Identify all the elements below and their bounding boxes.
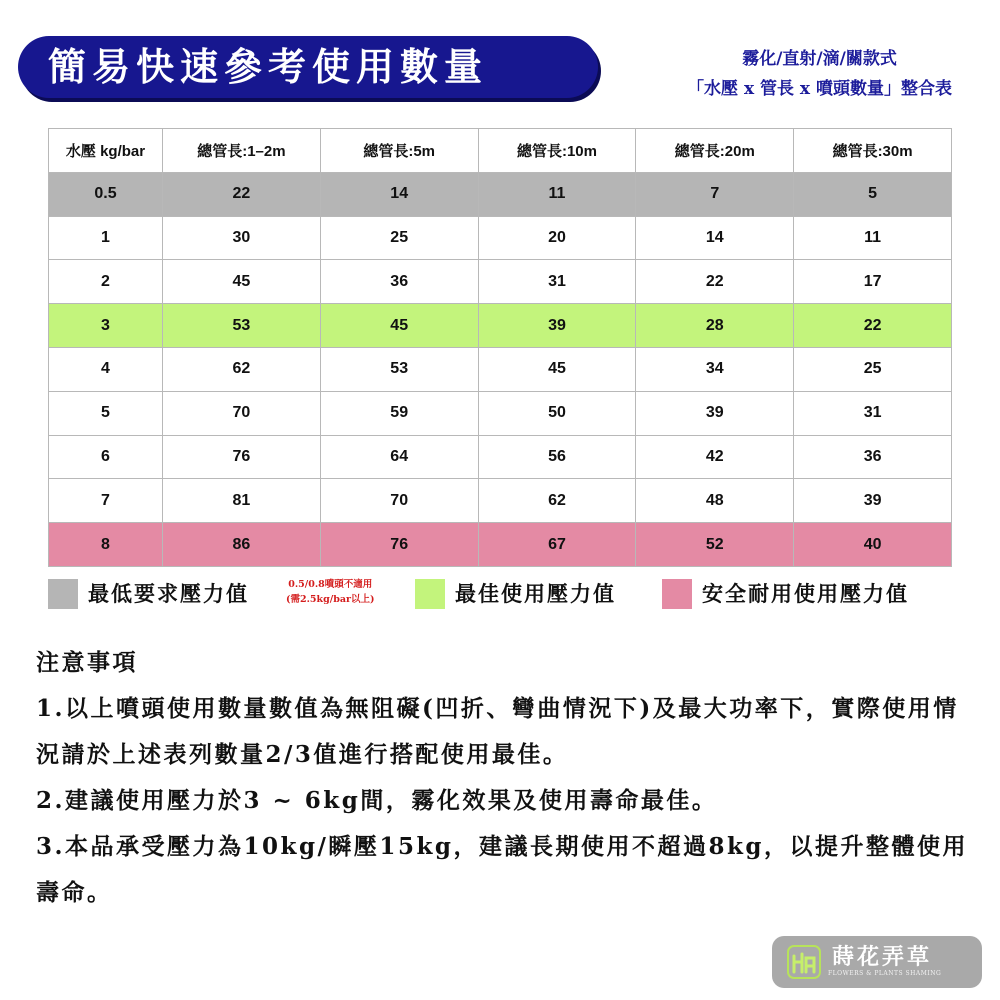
header-length-5m: 總管長:5m (320, 129, 478, 173)
table-row (49, 216, 952, 260)
brand-logo (772, 936, 982, 988)
header-length-20m: 總管長:20m (636, 129, 794, 173)
sprout-icon (786, 944, 822, 980)
cell-length-20m: 7 (636, 172, 794, 216)
cell-pressure: 1 (49, 216, 163, 260)
legend (48, 577, 958, 611)
cell-length-10m: 62 (478, 479, 636, 523)
subtitle-line-1: 霧化/直射/滴/關款式 (742, 49, 897, 69)
cell-length-30m: 5 (794, 172, 952, 216)
cell-length-10m: 67 (478, 523, 636, 567)
brand-name: 蒔花弄草 (832, 944, 933, 970)
cell-length-30m: 11 (794, 216, 952, 260)
cell-length-1-2m: 30 (163, 216, 321, 260)
header-length-1-2m: 總管長:1–2m (163, 129, 321, 173)
page-title: 簡易快速參考使用數量 (48, 44, 489, 89)
notes-section (36, 640, 976, 916)
cell-length-20m: 48 (636, 479, 794, 523)
cell-pressure: 0.5 (49, 172, 163, 216)
legend-label-safe: 安全耐用使用壓力值 (702, 581, 909, 606)
table-body (49, 172, 952, 566)
cell-length-1-2m: 53 (163, 304, 321, 348)
cell-length-30m: 25 (794, 347, 952, 391)
cell-length-10m: 31 (478, 260, 636, 304)
cell-length-30m: 39 (794, 479, 952, 523)
table-row (49, 260, 952, 304)
cell-length-1-2m: 22 (163, 172, 321, 216)
cell-pressure: 6 (49, 435, 163, 479)
cell-length-5m: 36 (320, 260, 478, 304)
subtitle (687, 44, 952, 104)
header-pressure: 水壓 kg/bar (49, 129, 163, 173)
cell-length-5m: 45 (320, 304, 478, 348)
cell-pressure: 4 (49, 347, 163, 391)
legend-label-best: 最佳使用壓力值 (455, 581, 616, 606)
cell-length-20m: 39 (636, 391, 794, 435)
cell-length-30m: 17 (794, 260, 952, 304)
header-length-30m: 總管長:30m (794, 129, 952, 173)
cell-length-10m: 50 (478, 391, 636, 435)
header-length-10m: 總管長:10m (478, 129, 636, 173)
quantity-table (48, 128, 952, 567)
cell-length-30m: 31 (794, 391, 952, 435)
cell-length-10m: 45 (478, 347, 636, 391)
note-item-3: 3.本品承受壓力為10kg/瞬壓15kg，建議長期使用不超過8kg，以提升整體使用壽命。 (36, 833, 968, 906)
cell-length-20m: 14 (636, 216, 794, 260)
cell-pressure: 7 (49, 479, 163, 523)
cell-pressure: 3 (49, 304, 163, 348)
cell-pressure: 8 (49, 523, 163, 567)
cell-length-1-2m: 81 (163, 479, 321, 523)
note-item-1: 1.以上噴頭使用數量數值為無阻礙(凹折、彎曲情況下)及最大功率下，實際使用情況請於上述表列數量2/3值進行搭配使用最佳。 (36, 695, 959, 768)
table-row (49, 304, 952, 348)
cell-pressure: 5 (49, 391, 163, 435)
note-item-2: 2.建議使用壓力於3 ~ 6kg間，霧化效果及使用壽命最佳。 (36, 787, 718, 814)
legend-note-line-1: 0.5/0.8噴頭不適用 (288, 579, 373, 590)
legend-swatch-best (415, 579, 445, 609)
quantity-table-container (48, 128, 951, 567)
cell-length-20m: 52 (636, 523, 794, 567)
cell-length-5m: 59 (320, 391, 478, 435)
table-row (49, 172, 952, 216)
legend-swatch-min (48, 579, 78, 609)
cell-length-1-2m: 62 (163, 347, 321, 391)
cell-length-5m: 70 (320, 479, 478, 523)
legend-note-line-2: (需2.5kg/bar以上) (286, 594, 375, 605)
cell-length-1-2m: 76 (163, 435, 321, 479)
cell-length-1-2m: 86 (163, 523, 321, 567)
subtitle-line-2: 「水壓 x 管長 x 噴頭數量」整合表 (687, 79, 952, 99)
cell-length-30m: 36 (794, 435, 952, 479)
cell-length-20m: 42 (636, 435, 794, 479)
cell-length-20m: 28 (636, 304, 794, 348)
table-row (49, 523, 952, 567)
brand-tagline: FLOWERS & PLANTS SHAMING (828, 970, 942, 977)
cell-length-10m: 56 (478, 435, 636, 479)
cell-length-20m: 34 (636, 347, 794, 391)
cell-length-1-2m: 45 (163, 260, 321, 304)
legend-note (286, 577, 375, 607)
cell-length-1-2m: 70 (163, 391, 321, 435)
cell-length-5m: 76 (320, 523, 478, 567)
table-row (49, 391, 952, 435)
table-row (49, 479, 952, 523)
cell-length-30m: 40 (794, 523, 952, 567)
cell-length-20m: 22 (636, 260, 794, 304)
cell-length-5m: 25 (320, 216, 478, 260)
table-row (49, 435, 952, 479)
cell-length-5m: 64 (320, 435, 478, 479)
cell-length-10m: 39 (478, 304, 636, 348)
cell-length-5m: 14 (320, 172, 478, 216)
legend-swatch-safe (662, 579, 692, 609)
legend-label-min: 最低要求壓力值 (88, 581, 249, 606)
cell-length-5m: 53 (320, 347, 478, 391)
table-row (49, 347, 952, 391)
cell-length-10m: 11 (478, 172, 636, 216)
table-header-row (49, 129, 952, 173)
cell-pressure: 2 (49, 260, 163, 304)
cell-length-10m: 20 (478, 216, 636, 260)
notes-heading: 注意事項 (36, 649, 138, 676)
cell-length-30m: 22 (794, 304, 952, 348)
